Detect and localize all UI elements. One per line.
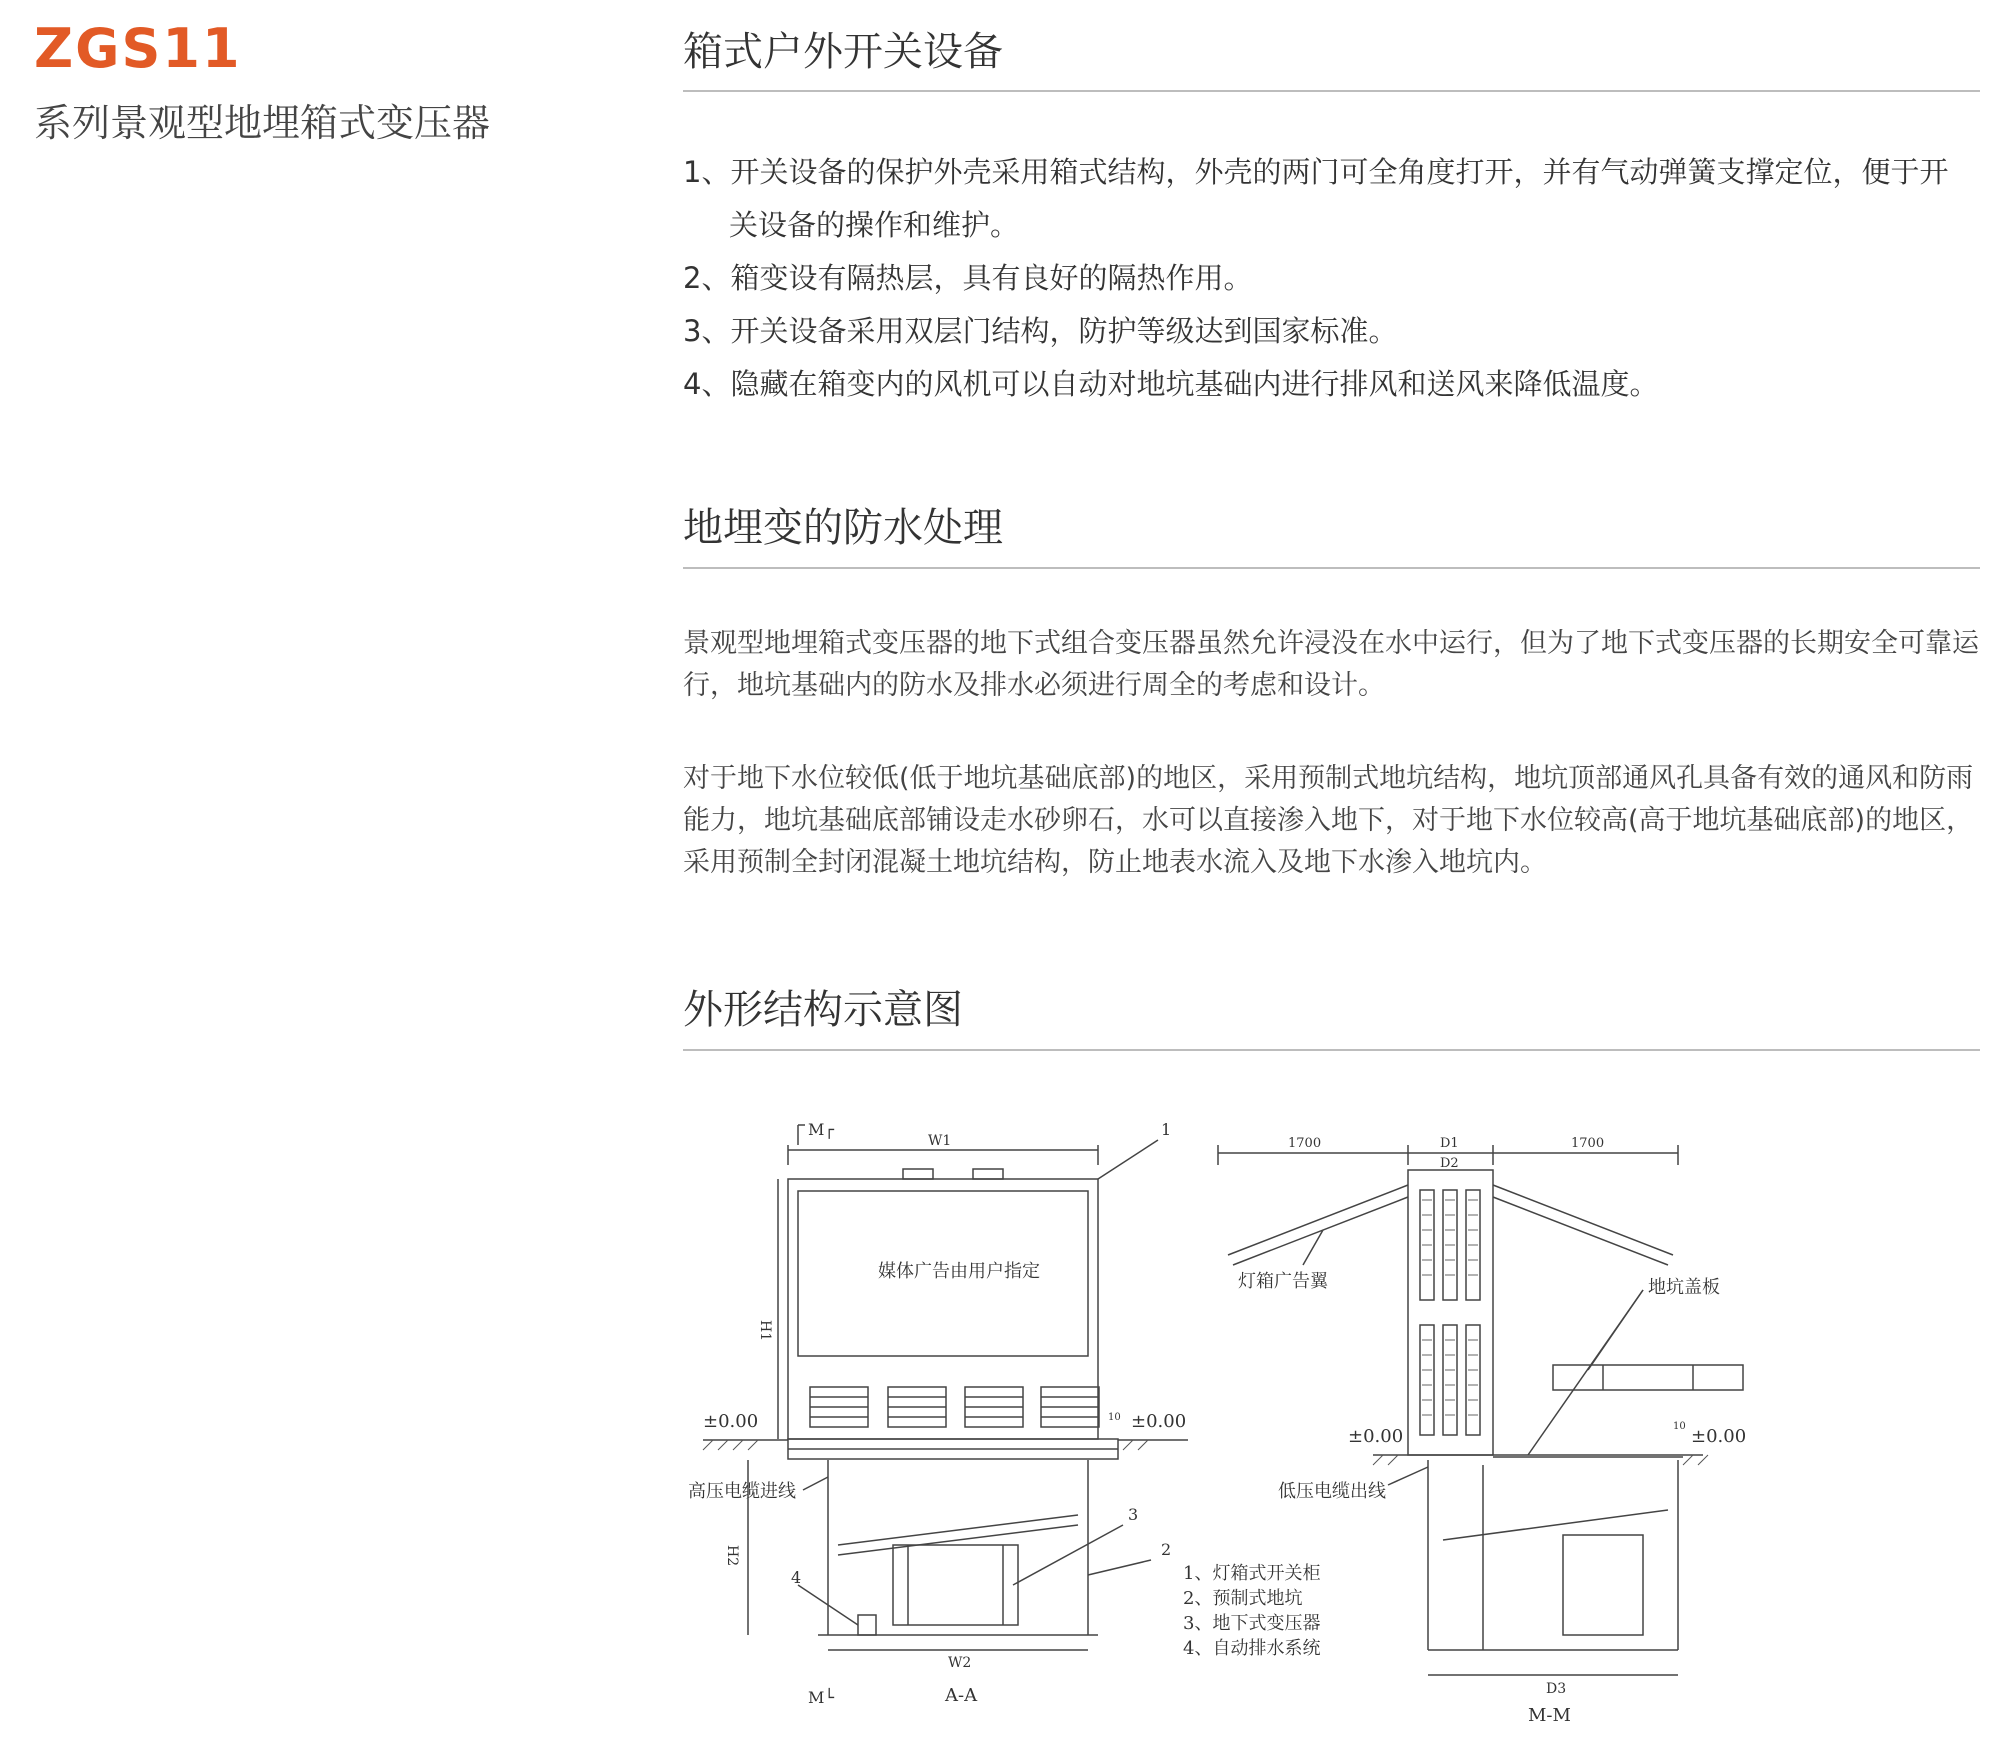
ground-level-right: ±0.00 [1131, 1411, 1187, 1432]
legend-item: 2、预制式地坑 [1183, 1588, 1303, 1609]
dimension-1700-left: 1700 [1288, 1136, 1322, 1151]
section-heading-waterproof: 地埋变的防水处理 [683, 505, 1003, 551]
dimension-d3: D3 [1546, 1681, 1567, 1697]
list-item: 1、开关设备的保护外壳采用箱式结构，外壳的两门可全角度打开，并有气动弹簧支撑定位，便于开关设备的操作和维护。 [683, 155, 1949, 242]
callout-number: 4 [791, 1568, 802, 1587]
dimension-d1: D1 [1440, 1136, 1459, 1151]
pit-cover-label: 地坑盖板 [1648, 1277, 1720, 1298]
section-heading-structure: 外形结构示意图 [683, 987, 963, 1033]
dimension-w2: W2 [948, 1655, 972, 1671]
ground-level-left: ±0.00 [703, 1411, 759, 1432]
callout-number: 2 [1161, 1540, 1172, 1559]
section-heading-switchgear: 箱式户外开关设备 [683, 29, 1003, 75]
switchgear-feature-list [683, 146, 1973, 411]
dimension-tick: 10 [1673, 1421, 1686, 1432]
legend-item: 4、自动排水系统 [1183, 1638, 1321, 1659]
lv-cable-label: 低压电缆出线 [1278, 1481, 1386, 1502]
section-mark-bottom: M└ [808, 1688, 835, 1707]
ground-level-side-right: ±0.00 [1691, 1426, 1747, 1447]
section-divider [683, 567, 1980, 569]
callout-number: 1 [1161, 1120, 1172, 1139]
list-item: 4、隐藏在箱变内的风机可以自动对地坑基础内进行排风和送风来降低温度。 [683, 367, 1659, 401]
dimension-d2: D2 [1440, 1156, 1459, 1171]
list-item: 3、开关设备采用双层门结构，防护等级达到国家标准。 [683, 314, 1398, 348]
list-item: 2、箱变设有隔热层，具有良好的隔热作用。 [683, 261, 1253, 295]
lightbox-wing-label: 灯箱广告翼 [1238, 1271, 1328, 1292]
dimension-h2: H2 [724, 1545, 740, 1567]
dimension-w1: W1 [928, 1133, 952, 1149]
product-model-title: ZGS11 [34, 17, 242, 80]
section-divider [683, 90, 1980, 92]
caption-m-m: M-M [1528, 1705, 1571, 1726]
callout-number: 3 [1128, 1505, 1139, 1524]
legend-item: 3、地下式变压器 [1183, 1613, 1321, 1634]
section-divider [683, 1049, 1980, 1051]
caption-a-a: A-A [945, 1685, 978, 1706]
hv-cable-label: 高压电缆进线 [688, 1481, 796, 1502]
paragraph: 景观型地埋箱式变压器的地下式组合变压器虽然允许浸没在水中运行，但为了地下式变压器的长期安全可靠运行，地坑基础内的防水及排水必须进行周全的考虑和设计。 [683, 628, 1979, 701]
dimension-tick: 10 [1108, 1412, 1121, 1423]
legend-item: 1、灯箱式开关柜 [1183, 1563, 1321, 1584]
dimension-1700-right: 1700 [1571, 1136, 1605, 1151]
dimension-h1: H1 [757, 1320, 773, 1342]
paragraph: 对于地下水位较低(低于地坑基础底部)的地区，采用预制式地坑结构，地坑顶部通风孔具备有效的通风和防雨能力，地坑基础底部铺设走水砂卵石，水可以直接渗入地下，对于地下水位较高(高于地坑基础底部)的地区，采用预制全封闭混凝土地坑结构，防止地表水流入及地下水渗入地坑内。 [683, 763, 1974, 878]
product-series-subtitle: 系列景观型地埋箱式变压器 [34, 101, 491, 145]
ground-level-side-left: ±0.00 [1348, 1426, 1404, 1447]
structure-diagram [683, 1105, 1763, 1745]
ad-panel-text: 媒体广告由用户指定 [878, 1261, 1040, 1282]
section-mark-top: M┌ [808, 1120, 835, 1139]
